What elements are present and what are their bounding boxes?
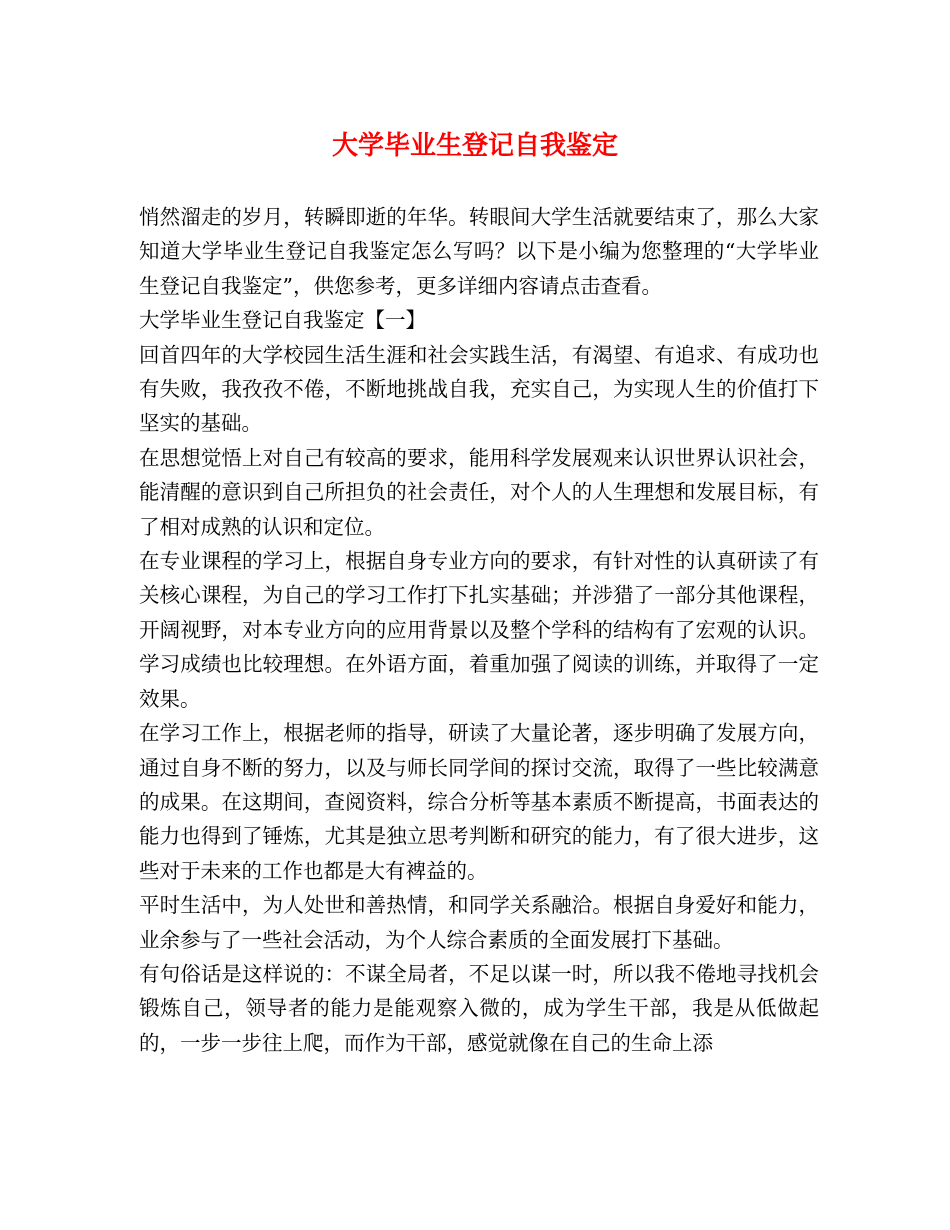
document-title: 大学毕业生登记自我鉴定 bbox=[331, 131, 618, 161]
section-heading: 大学毕业生登记自我鉴定【一】 bbox=[139, 308, 426, 333]
body-paragraph: 回首四年的大学校园生活生涯和社会实践生活，有渴望、有追求、有成功也有失败，我孜孜不倦，不断地挑战自我，充实自己，为实现人生的价值打下坚实的基础。 bbox=[139, 342, 819, 436]
body-paragraph: 有句俗话是这样说的：不谋全局者，不足以谋一时，所以我不倦地寻找机会锻炼自己，领导者的能力是能观察入微的，成为学生干部，我是从低做起的，一步一步往上爬，而作为干部，感觉就像在自己的生命上添 bbox=[139, 961, 819, 1055]
body-paragraph: 平时生活中，为人处世和善热情，和同学关系融洽。根据自身爱好和能力，业余参与了一些社会活动，为个人综合素质的全面发展打下基础。 bbox=[139, 893, 819, 952]
intro-paragraph: 悄然溜走的岁月，转瞬即逝的年华。转眼间大学生活就要结束了，那么大家知道大学毕业生登记自我鉴定怎么写吗？以下是小编为您整理的“大学毕业生登记自我鉴定”，供您参考，更多详细内容请点击查看。 bbox=[139, 205, 819, 298]
body-paragraph: 在思想觉悟上对自己有较高的要求，能用科学发展观来认识世界认识社会，能清醒的意识到自己所担负的社会责任，对个人的人生理想和发展目标，有了相对成熟的认识和定位。 bbox=[139, 445, 819, 539]
body-paragraph: 在专业课程的学习上，根据自身专业方向的要求，有针对性的认真研读了有关核心课程，为自己的学习工作打下扎实基础；并涉猎了一部分其他课程，开阔视野，对本专业方向的应用背景以及整个学科的结构有了宏观的认识。学习成绩也比较理想。在外语方面，着重加强了阅读的训练，并取得了一定效果。 bbox=[139, 549, 819, 711]
document-body bbox=[139, 200, 819, 1060]
body-paragraph: 在学习工作上，根据老师的指导，研读了大量论著，逐步明确了发展方向，通过自身不断的努力，以及与师长同学间的探讨交流，取得了一些比较满意的成果。在这期间，查阅资料，综合分析等基本素质不断提高，书面表达的能力也得到了锤炼，尤其是独立思考判断和研究的能力，有了很大进步，这些对于未来的工作也都是大有裨益的。 bbox=[139, 721, 819, 883]
